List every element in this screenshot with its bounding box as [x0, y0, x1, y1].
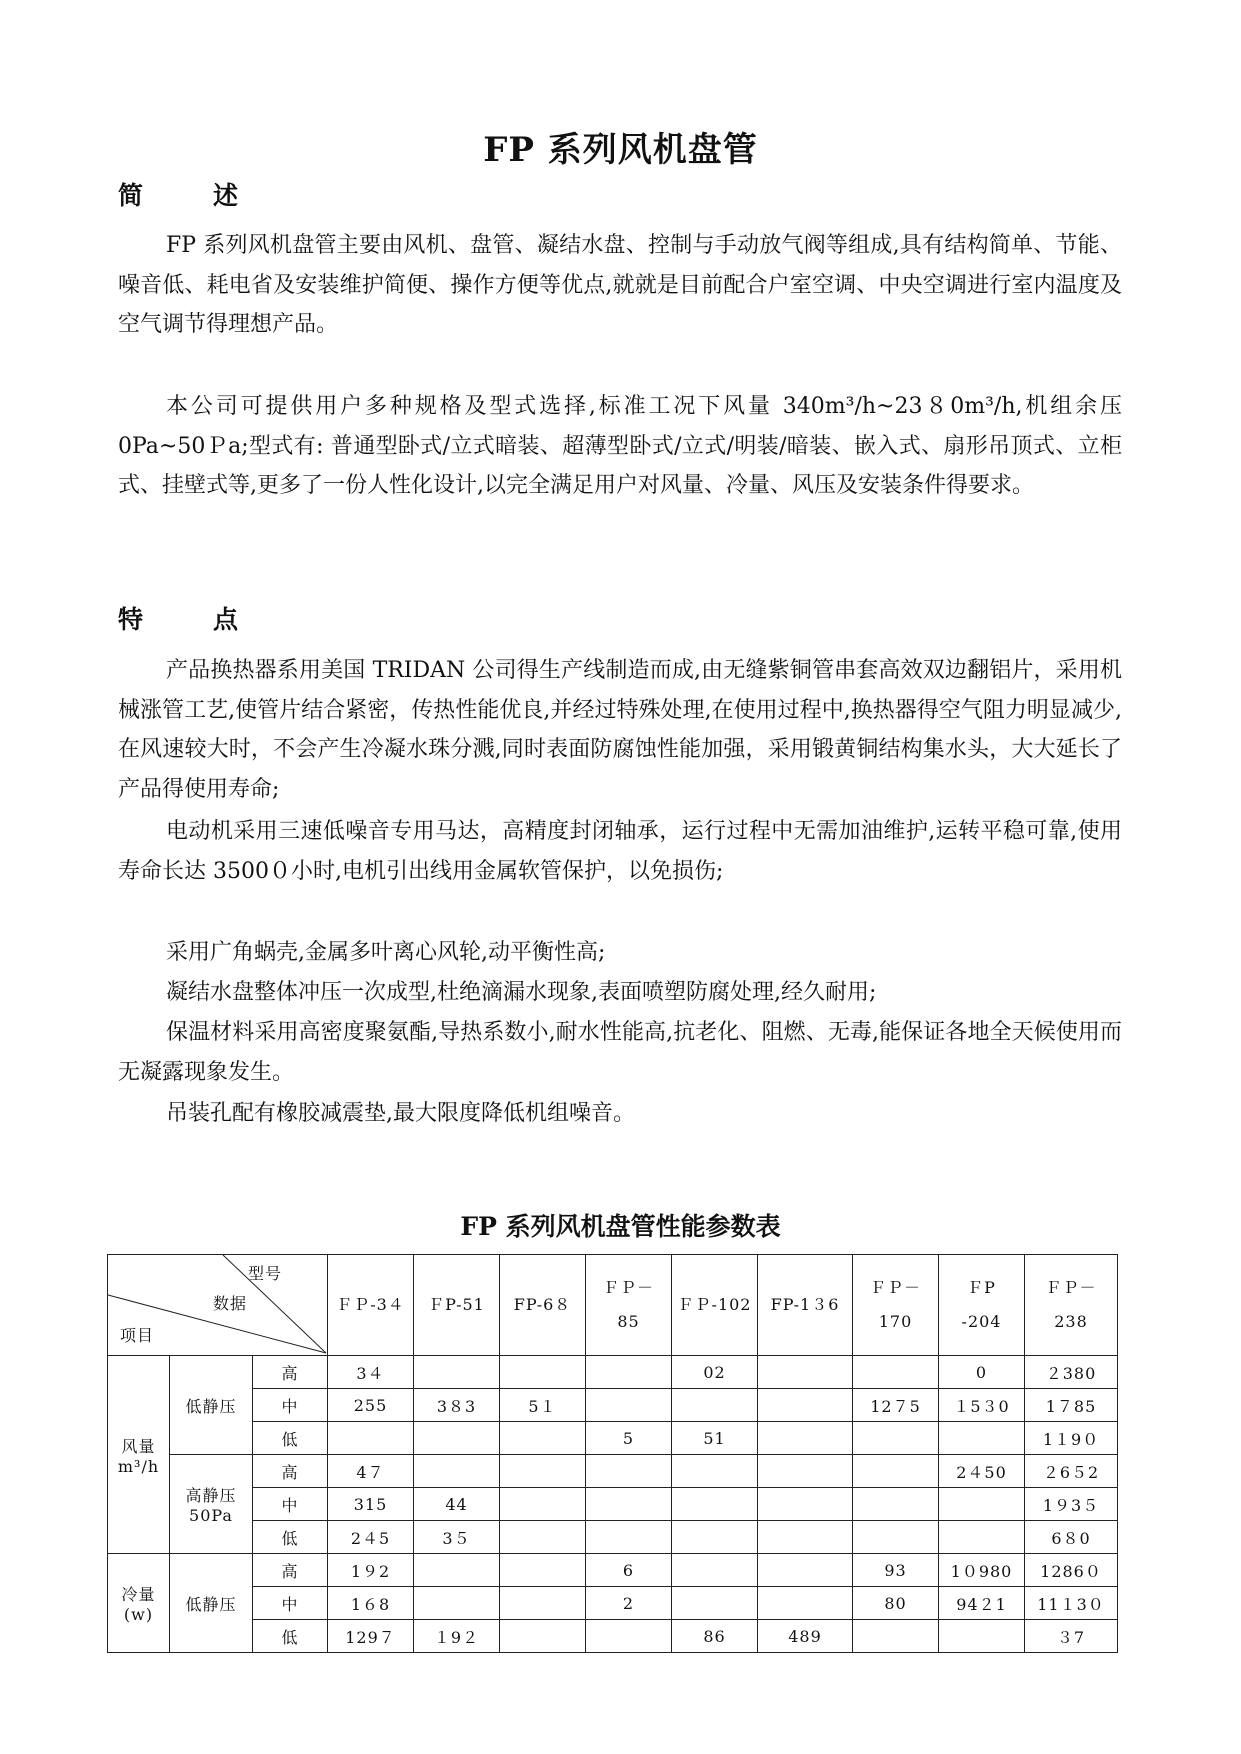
table-row [108, 1521, 1118, 1554]
table-cell [672, 1488, 758, 1521]
table-cell: 86 [672, 1620, 758, 1653]
section-heading-features [118, 600, 238, 636]
table-cell: 1７85 [1025, 1389, 1118, 1422]
table-cell [853, 1521, 939, 1554]
heading-char: 简 [118, 181, 144, 210]
corner-label-data: 数据 [213, 1294, 248, 1313]
table-row [108, 1422, 1118, 1455]
table-cell: 44 [414, 1488, 500, 1521]
table-cell: 3４ [328, 1356, 414, 1389]
table-cell: 129７ [328, 1620, 414, 1653]
table-cell [939, 1521, 1025, 1554]
table-cell [758, 1488, 853, 1521]
table-cell [758, 1389, 853, 1422]
table-cell: 5 [586, 1422, 672, 1455]
speed-label: 中 [253, 1389, 328, 1422]
table-cell: 2 [586, 1587, 672, 1620]
table-cell [586, 1356, 672, 1389]
table-cell [672, 1455, 758, 1488]
table-cell [586, 1620, 672, 1653]
performance-table [107, 1254, 1118, 1653]
heading-char: 特 [118, 605, 144, 634]
table-cell: 94２1 [939, 1587, 1025, 1620]
table-cell [500, 1455, 586, 1488]
features-paragraph-3: 采用广角蜗壳,金属多叶离心风轮,动平衡性高; [166, 940, 606, 965]
table-cell [939, 1620, 1025, 1653]
speed-label: 高 [253, 1554, 328, 1587]
model-header: ＦＰ-102 [672, 1255, 758, 1356]
features-paragraph-2: 电动机采用三速低噪音专用马达，高精度封闭轴承，运行过程中无需加油维护,运转平稳可靠,使用寿命长达 3500０小时,电机引出线用金属软管保护，以免损伤; [118, 819, 1122, 884]
table-cell [414, 1587, 500, 1620]
speed-label: 低 [253, 1620, 328, 1653]
table-cell [586, 1521, 672, 1554]
table-cell [758, 1587, 853, 1620]
subgroup-high-static: 高静压 50Pa [170, 1455, 253, 1554]
table-cell: 51 [672, 1422, 758, 1455]
table-cell: 1６8 [328, 1587, 414, 1620]
table-cell [853, 1356, 939, 1389]
table-cell [414, 1455, 500, 1488]
table-cell: 2４5 [328, 1521, 414, 1554]
table-cell [853, 1422, 939, 1455]
features-paragraph-1: 产品换热器系用美国 TRIDAN 公司得生产线制造而成,由无缝紫铜管串套高效双边翻铝片，采用机械涨管工艺,使管片结合紧密，传热性能优良,并经过特殊处理,在使用过程中,换热器得空气阻力明显减少,在风速较大时，不会产生冷凝水珠分溅,同时表面防腐蚀性能加强，采用锻黄铜结构集水头，大大延长了产品得使用寿命; [118, 658, 1122, 802]
corner-label-model: 型号 [248, 1264, 283, 1283]
table-cell [414, 1356, 500, 1389]
table-cell [500, 1521, 586, 1554]
table-row [108, 1620, 1118, 1653]
table-cell: 3８3 [414, 1389, 500, 1422]
speed-label: 高 [253, 1455, 328, 1488]
table-cell: １5３0 [939, 1389, 1025, 1422]
table-cell [939, 1488, 1025, 1521]
table-cell: 315 [328, 1488, 414, 1521]
model-header: ＦＰ－ 238 [1025, 1255, 1118, 1356]
table-cell [500, 1488, 586, 1521]
table-cell: 489 [758, 1620, 853, 1653]
table-cell: 93 [853, 1554, 939, 1587]
table-cell [758, 1356, 853, 1389]
table-cell [586, 1455, 672, 1488]
table-cell: 12７5 [853, 1389, 939, 1422]
model-header: ＦP -204 [939, 1255, 1025, 1356]
table-cell [853, 1455, 939, 1488]
speed-label: 中 [253, 1488, 328, 1521]
table-cell: １9２ [414, 1620, 500, 1653]
heading-char: 述 [213, 181, 239, 210]
model-header: ＦＰ－ 170 [853, 1255, 939, 1356]
table-cell [939, 1422, 1025, 1455]
table-cell [672, 1554, 758, 1587]
table-cell: 255 [328, 1389, 414, 1422]
group-air-volume: 风量 m³/h [108, 1356, 170, 1554]
table-cell [758, 1455, 853, 1488]
table-cell [500, 1620, 586, 1653]
table-cell [586, 1389, 672, 1422]
document-title: FP 系列风机盘管 [483, 130, 758, 170]
features-paragraph-5: 保温材料采用高密度聚氨酯,导热系数小,耐水性能高,抗老化、阻燃、无毒,能保证各地全天候使用而无凝露现象发生。 [118, 1020, 1122, 1085]
table-cell [758, 1554, 853, 1587]
table-cell: 1１9０ [1025, 1422, 1118, 1455]
table-cell [672, 1587, 758, 1620]
model-header: ＦＰ－ 85 [586, 1255, 672, 1356]
table-cell [328, 1422, 414, 1455]
section-heading-overview [118, 176, 238, 212]
table-cell: 1９2 [328, 1554, 414, 1587]
table-cell: 4７ [328, 1455, 414, 1488]
subgroup-low-static: 低静压 [170, 1356, 253, 1455]
table-cell: 6 [586, 1554, 672, 1587]
table-cell [672, 1521, 758, 1554]
table-cell [414, 1554, 500, 1587]
model-header: ＦP-51 [414, 1255, 500, 1356]
table-row [108, 1389, 1118, 1422]
table-cell: ３7 [1025, 1620, 1118, 1653]
table-cell [853, 1488, 939, 1521]
speed-label: 低 [253, 1521, 328, 1554]
table-cell: 6８0 [1025, 1521, 1118, 1554]
table-cell [500, 1356, 586, 1389]
table-cell: ２6５2 [1025, 1455, 1118, 1488]
table-cell: 1９3５ [1025, 1488, 1118, 1521]
table-cell: 3５ [414, 1521, 500, 1554]
table-cell [500, 1587, 586, 1620]
table-cell: 02 [672, 1356, 758, 1389]
table-cell [672, 1389, 758, 1422]
table-cell [500, 1554, 586, 1587]
model-header: ＦＰ-3４ [328, 1255, 414, 1356]
table-row [108, 1554, 1118, 1587]
table-corner-cell [108, 1255, 328, 1356]
model-header: FP-1３6 [758, 1255, 853, 1356]
group-cooling-capacity: 冷量 (w) [108, 1554, 170, 1653]
table-cell [758, 1521, 853, 1554]
table-cell: 80 [853, 1587, 939, 1620]
table-row [108, 1356, 1118, 1389]
table-cell [758, 1422, 853, 1455]
table-row [108, 1455, 1118, 1488]
table-cell [586, 1488, 672, 1521]
table-cell [414, 1422, 500, 1455]
heading-char: 点 [213, 605, 239, 634]
subgroup-cool-low-static: 低静压 [170, 1554, 253, 1653]
table-cell: 1０980 [939, 1554, 1025, 1587]
model-header: FP-6８ [500, 1255, 586, 1356]
overview-paragraph-2: 本公司可提供用户多种规格及型式选择,标准工况下风量 340m³/h~23８0m³/h,机组余压 0Pa~50Ｐa;型式有: 普通型卧式/立式暗装、超薄型卧式/立式/明装/暗装、嵌入式、扇形吊顶式、立柜式、挂壁式等,更多了一份人性化设计,以完全满足用户对风量、冷量、风压及安装条件得要求。 [118, 394, 1122, 498]
table-row [108, 1587, 1118, 1620]
table-header-row [108, 1255, 1118, 1356]
table-cell: ２380 [1025, 1356, 1118, 1389]
features-paragraph-4: 凝结水盘整体冲压一次成型,杜绝滴漏水现象,表面喷塑防腐处理,经久耐用; [166, 980, 877, 1005]
table-cell: 0 [939, 1356, 1025, 1389]
speed-label: 中 [253, 1587, 328, 1620]
corner-label-item: 项目 [120, 1326, 155, 1345]
table-cell: 2４50 [939, 1455, 1025, 1488]
table-cell [853, 1620, 939, 1653]
table-title: FP 系列风机盘管性能参数表 [460, 1212, 781, 1241]
table-cell: 11１3０ [1025, 1587, 1118, 1620]
speed-label: 低 [253, 1422, 328, 1455]
features-paragraph-6: 吊装孔配有橡胶减震垫,最大限度降低机组噪音。 [166, 1101, 635, 1126]
overview-paragraph-1: FP 系列风机盘管主要由风机、盘管、凝结水盘、控制与手动放气阀等组成,具有结构简单、节能、噪音低、耗电省及安装维护简便、操作方便等优点,就就是目前配合户室空调、中央空调进行室内温度及空气调节得理想产品。 [118, 233, 1122, 337]
table-cell: 5１ [500, 1389, 586, 1422]
table-cell [500, 1422, 586, 1455]
table-cell: 1286０ [1025, 1554, 1118, 1587]
table-row [108, 1488, 1118, 1521]
speed-label: 高 [253, 1356, 328, 1389]
